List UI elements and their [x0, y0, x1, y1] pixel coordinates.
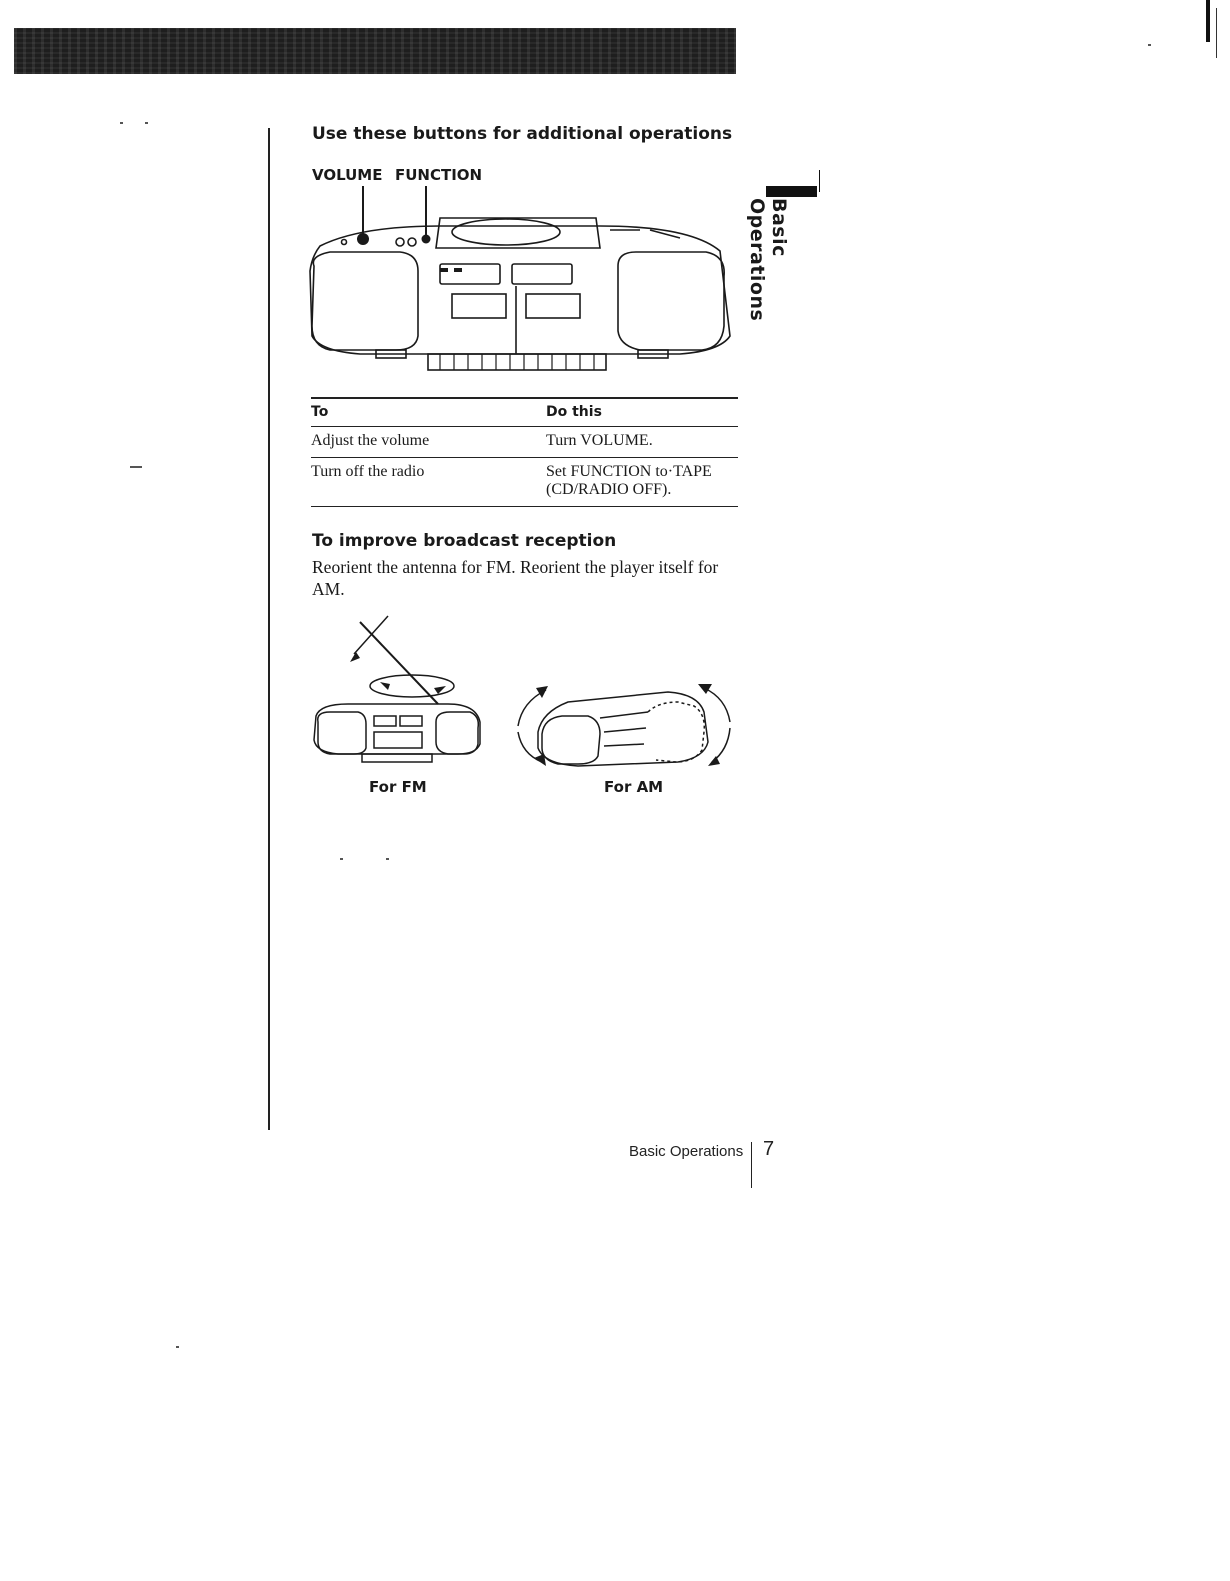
- fm-antenna-illustration: [308, 612, 488, 772]
- side-tab-tick: [819, 170, 820, 192]
- table-header-row: [311, 398, 738, 427]
- column-header-to: To: [311, 398, 546, 427]
- side-tab-label: Basic Operations: [746, 198, 790, 322]
- section-heading: Use these buttons for additional operations: [312, 124, 733, 144]
- table-row: [311, 427, 738, 458]
- table-cell-do-this: Set FUNCTION to·TAPE (CD/RADIO OFF).: [546, 458, 738, 507]
- scan-speck: [386, 858, 389, 860]
- caption-for-am: For AM: [604, 778, 664, 796]
- footer-section-label: Basic Operations: [629, 1143, 744, 1160]
- am-rotate-illustration: [508, 672, 738, 772]
- margin-rule: [268, 128, 270, 1130]
- table-cell-to: Adjust the volume: [311, 427, 546, 458]
- scan-speck: [130, 466, 142, 468]
- operations-table: [311, 397, 738, 507]
- scan-speck: [120, 122, 123, 124]
- scan-speck: [176, 1346, 179, 1348]
- scan-speck: [1148, 44, 1151, 46]
- volume-callout-label: VOLUME: [312, 166, 383, 184]
- scan-speck: [340, 858, 343, 860]
- page-number: 7: [763, 1138, 775, 1160]
- scan-edge-line: [1216, 8, 1217, 58]
- side-tab-marker: [766, 186, 817, 197]
- table-row: [311, 458, 738, 507]
- table-cell-do-this: Turn VOLUME.: [546, 427, 738, 458]
- boombox-front-illustration: [300, 186, 740, 386]
- function-callout-label: FUNCTION: [395, 166, 483, 184]
- scan-edge-mark: [1206, 0, 1210, 42]
- header-banner: [14, 28, 736, 74]
- caption-for-fm: For FM: [369, 778, 427, 796]
- scan-speck: [145, 122, 148, 124]
- reception-heading: To improve broadcast reception: [312, 531, 617, 551]
- column-header-do-this: Do this: [546, 398, 738, 427]
- table-cell-to: Turn off the radio: [311, 458, 546, 507]
- reception-instructions: Reorient the antenna for FM. Reorient the player itself for AM.: [312, 557, 719, 599]
- footer-separator: [751, 1142, 752, 1188]
